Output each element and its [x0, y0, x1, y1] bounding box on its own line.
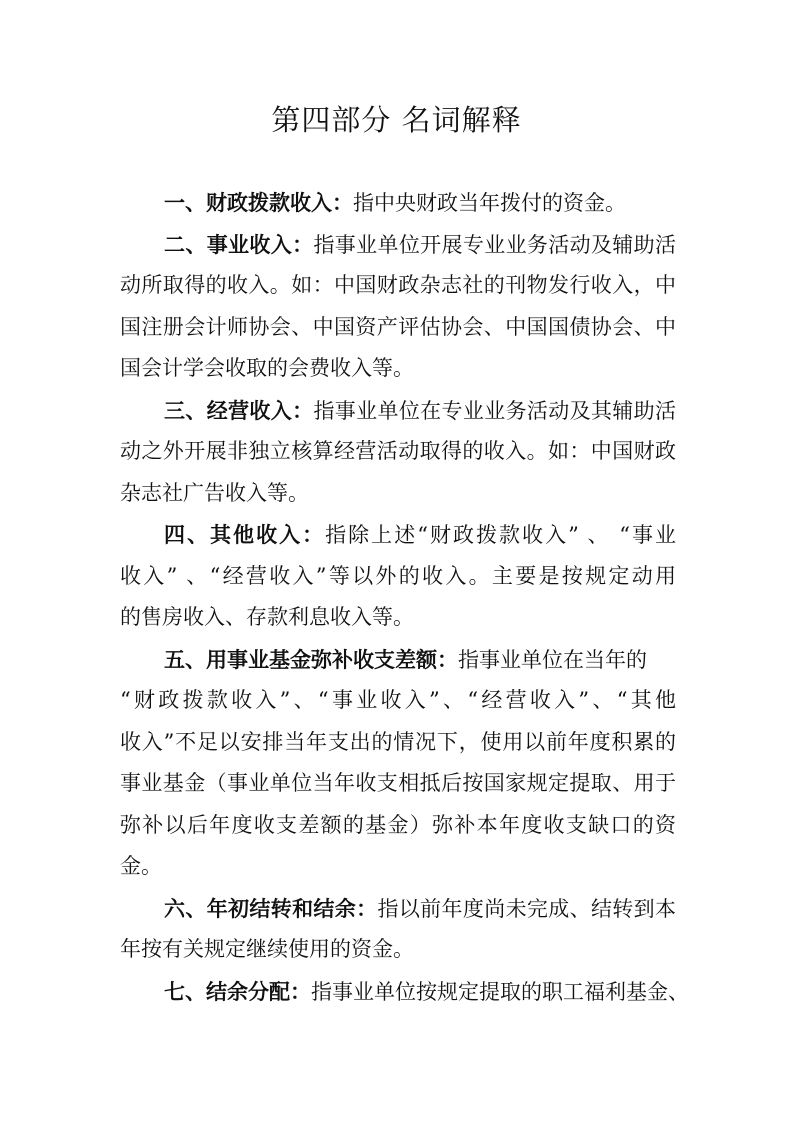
definition-paragraph	[120, 639, 676, 888]
definition-text: 指事业单位在专业业务活动及其辅助活	[313, 398, 677, 423]
text-line	[120, 639, 676, 681]
text-line	[120, 805, 676, 847]
definition-text: 事业基金（事业单位当年收支相抵后按国家规定提取、用于	[120, 771, 676, 795]
definition-text: 动之外开展非独立核算经营活动取得的收入。如：中国财政	[120, 439, 676, 463]
text-line	[120, 348, 676, 390]
definition-text: 指以前年度尚未完成、结转到本	[377, 896, 677, 921]
definition-text: 指事业单位按规定提取的职工福利基金、	[311, 979, 689, 1004]
definition-text: 指事业单位在当年的	[458, 647, 647, 672]
definition-term: 一、财政拨款收入：	[164, 190, 353, 215]
definition-text: 的售房收入、存款利息收入等。	[120, 605, 414, 629]
definition-term: 二、事业收入：	[164, 231, 314, 257]
text-line	[120, 390, 676, 432]
definition-text: 国注册会计师协会、中国资产评估协会、中国国债协会、中	[120, 314, 676, 339]
definition-text: 弥补以后年度收支差额的基金）弥补本年度收支缺口的资	[120, 812, 676, 837]
text-line	[120, 431, 676, 473]
definition-text: 动所取得的收入。如：中国财政杂志社的刊物发行收入，中	[120, 273, 676, 297]
text-line	[120, 182, 676, 224]
definition-text: 收入” 、“经营收入”等以外的收入。主要是按规定动用	[120, 563, 676, 588]
definition-text: 年按有关规定继续使用的资金。	[120, 937, 414, 961]
definition-term: 七、结余分配：	[164, 978, 311, 1004]
text-line	[120, 722, 676, 764]
definition-text: “财政拨款收入”、“事业收入”、“经营收入”、“其他	[120, 688, 676, 712]
definition-text: 指中央财政当年拨付的资金。	[353, 191, 626, 215]
text-line	[120, 971, 689, 1013]
definition-term: 四、其他收入：	[164, 522, 326, 547]
text-line	[120, 846, 676, 888]
definition-text: 指事业单位开展专业业务活动及辅助活	[313, 232, 677, 257]
text-line	[120, 473, 676, 515]
definition-paragraph	[120, 971, 689, 1013]
definition-paragraph	[120, 888, 676, 971]
definitions-body	[120, 182, 689, 1012]
definition-text: 收入”不足以安排当年支出的情况下，使用以前年度积累的	[120, 729, 676, 754]
definition-text: 杂志社广告收入等。	[120, 480, 309, 505]
definition-text: 指除上述“财政拨款收入” 、 “事业	[325, 523, 677, 547]
text-line	[120, 888, 676, 930]
text-line	[120, 307, 676, 349]
definition-term: 三、经营收入：	[164, 397, 314, 423]
definition-paragraph	[120, 224, 676, 390]
text-line	[120, 265, 676, 307]
definition-text: 金。	[120, 854, 162, 878]
definition-text: 国会计学会收取的会费收入等。	[120, 356, 414, 380]
text-line	[120, 763, 676, 805]
definition-paragraph	[120, 514, 676, 639]
definition-paragraph	[120, 390, 676, 515]
text-line	[120, 597, 676, 639]
definition-term: 六、年初结转和结余：	[164, 895, 378, 921]
text-line	[120, 514, 676, 556]
definition-term: 五、用事业基金弥补收支差额：	[164, 646, 458, 672]
text-line	[120, 556, 676, 598]
definition-paragraph	[120, 182, 676, 224]
text-line	[120, 929, 676, 971]
text-line	[120, 224, 676, 266]
page-title: 第四部分 名词解释	[271, 103, 522, 137]
text-line	[120, 680, 676, 722]
